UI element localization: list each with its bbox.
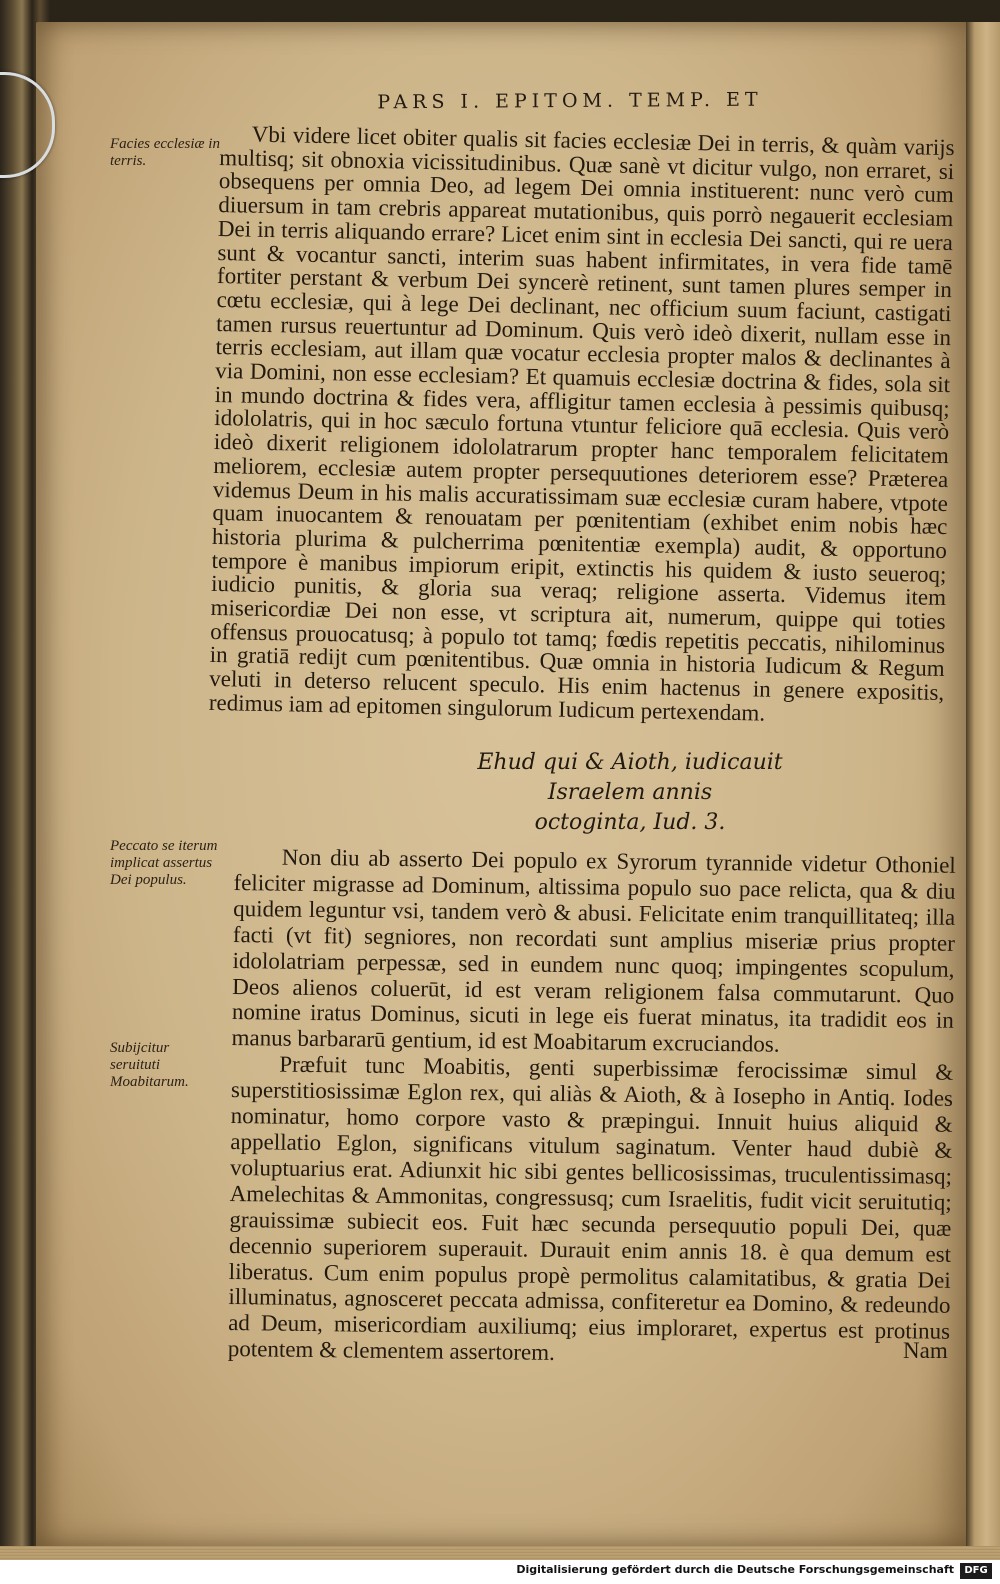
margin-note-3: Subijcitur seruituti Moabitarum. (110, 1040, 189, 1090)
margin-note-2: Peccato se iterum implicat assertus Dei populus. (110, 838, 218, 888)
page-stack-edges (0, 1546, 1000, 1560)
dfg-logo: DFG (960, 1563, 992, 1579)
main-text-block-1 (209, 122, 955, 729)
margin-note-1: Facies ecclesiæ in terris. (110, 136, 220, 169)
adjacent-page-edge (966, 22, 1000, 1547)
main-text-block-2 (228, 844, 956, 1371)
section-heading-line-2: octoginta, Iud. 3. (534, 810, 726, 835)
paragraph-2: Non diu ab asserto Dei populo ex Syrorum tyrannide videtur Othoniel feliciter migrasse ad Dominum, altissima populo suo pace relicta, qua & diu quidem leguntur vsi, tandem verò & abusi. Felicitate enim tranquillitateq; illa facti (vt fit) segniores, non recordati sunt amplius miseriæ prius propter idololatriam perpessæ, sed in eundem nunc quoq; impingentes scopulum, Deos alienos coluerūt, id est veram religionem falsa commutarunt. Quo nomine iratus Dominus, sicuti in lege eis fuerat minatus, ita tradidit eos in manus barbararū gentium, id est Moabitarum excruciandos. (231, 844, 956, 1058)
paragraph-1: Vbi videre licet obiter qualis sit facies ecclesiæ Dei in terris, & quàm varijs multisq; sit obnoxia vicissitudinibus. Quæ sanè vt dicitur vulgo, non erraret, si obsequens per omnia Deo, ad legem Dei omnia instituerent: nunc verò cum diuersum in tam crebris appareat mutationibus, quis porrò negauerit ecclesiam Dei in terris aliquando errare? Licet enim sint in ecclesia Dei sancti, qui re uera sunt & vocantur sancti, interim suas habent infirmitates, in vera fide tamē fortiter perstant & verbum Dei syncerè retinent, sunt tamen plures semper in cœtu ecclesiæ, qui à lege Dei declinant, nec officium suum faciunt, castigati tamen rursus reuertuntur ad Dominum. Quis verò ideò dixerit, nullam esse in terris ecclesiam, aut illam quæ vocatur ecclesia propter malos & declinantes à via Domini, non esse ecclesiam? Et quamuis ecclesiæ doctrina & fides, sola sit in mundo doctrina & fides vera, affligitur tamen ecclesia à pessimis quibusq; idololatris, qui in hoc sæculo fortuna vtuntur feliciore quā ecclesia. Quis verò ideò dixerit religionem idololatrarum propter hanc temporalem felicitatem meliorem, ecclesiæ autem propter persequutiones deteriorem esse? Præterea videmus Deum in his malis accuratissimam suæ ecclesiæ curam habere, vtpote quam inuocantem & renouatam per pœnitentiam (exhibet enim nobis hæc historia plurima & pulcherrima pœnitentiæ exempla) audit, & opportuno tempore è manibus impiorum eripit, extinctis his quidem & iusto seueroq; iudicio punitis, & gloria sua veraq; religione asserta. Videmus item misericordiæ Dei non esse, vt scriptura ait, numerum, quippe qui toties offensus prouocatusq; à populo tot tamq; fœdis repetitis peccatis, nihilominus in gratiā redijt cum pœnitentibus. Quæ omnia in historia Iudicum & Regum veluti in deterso relucent speculo. His enim hactenus in genere expositis, redimus iam ad epitomen singulorum Iudicum pertexendam. (208, 121, 955, 726)
section-heading-line-1: Ehud qui & Aioth, iudicauit Israelem annis (477, 750, 783, 805)
footer-credit: Digitalisierung gefördert durch die Deutsche Forschungsgemeinschaft (516, 1563, 954, 1576)
running-head: PARS I. EPITOM. TEMP. ET (377, 88, 763, 114)
catchword: Nam (903, 1338, 948, 1363)
section-heading (440, 748, 820, 838)
footer-bar (0, 1560, 1000, 1584)
paragraph-3: Præfuit tunc Moabitis, genti superbissimæ ferocissimæ simul & superstitiosissimæ Eglon rex, qui aliàs & Aioth, & à Iosepho in Antiq. Iodes nominatur, homo corpore vasto & præpingui. Innuit huius aliquid & appellatio Eglon, significans vitulum saginatum. Venter haud dubiè & voluptuarius erat. Adiunxit hic sibi gentes bellicosissimas, truculentissimasq; Amelechitas & Ammonitas, congressusq; cum Israelitis, fudit vicit seruitutiq; grauissimæ subiecit eos. Fuit hæc secunda persequutio populi Dei, quæ decennio superiorem superauit. Durauit enim annis 18. è qua demum est liberatus. Cum enim populus propè permolitus calamitatibus, & gratia Dei illuminatus, agnosceret peccata admissa, confiteretur ea Domino, & redeundo ad Deum, misericordiam auxiliumq; eius imploraret, expertus est protinus potentem & clementem assertorem. (227, 1051, 954, 1366)
